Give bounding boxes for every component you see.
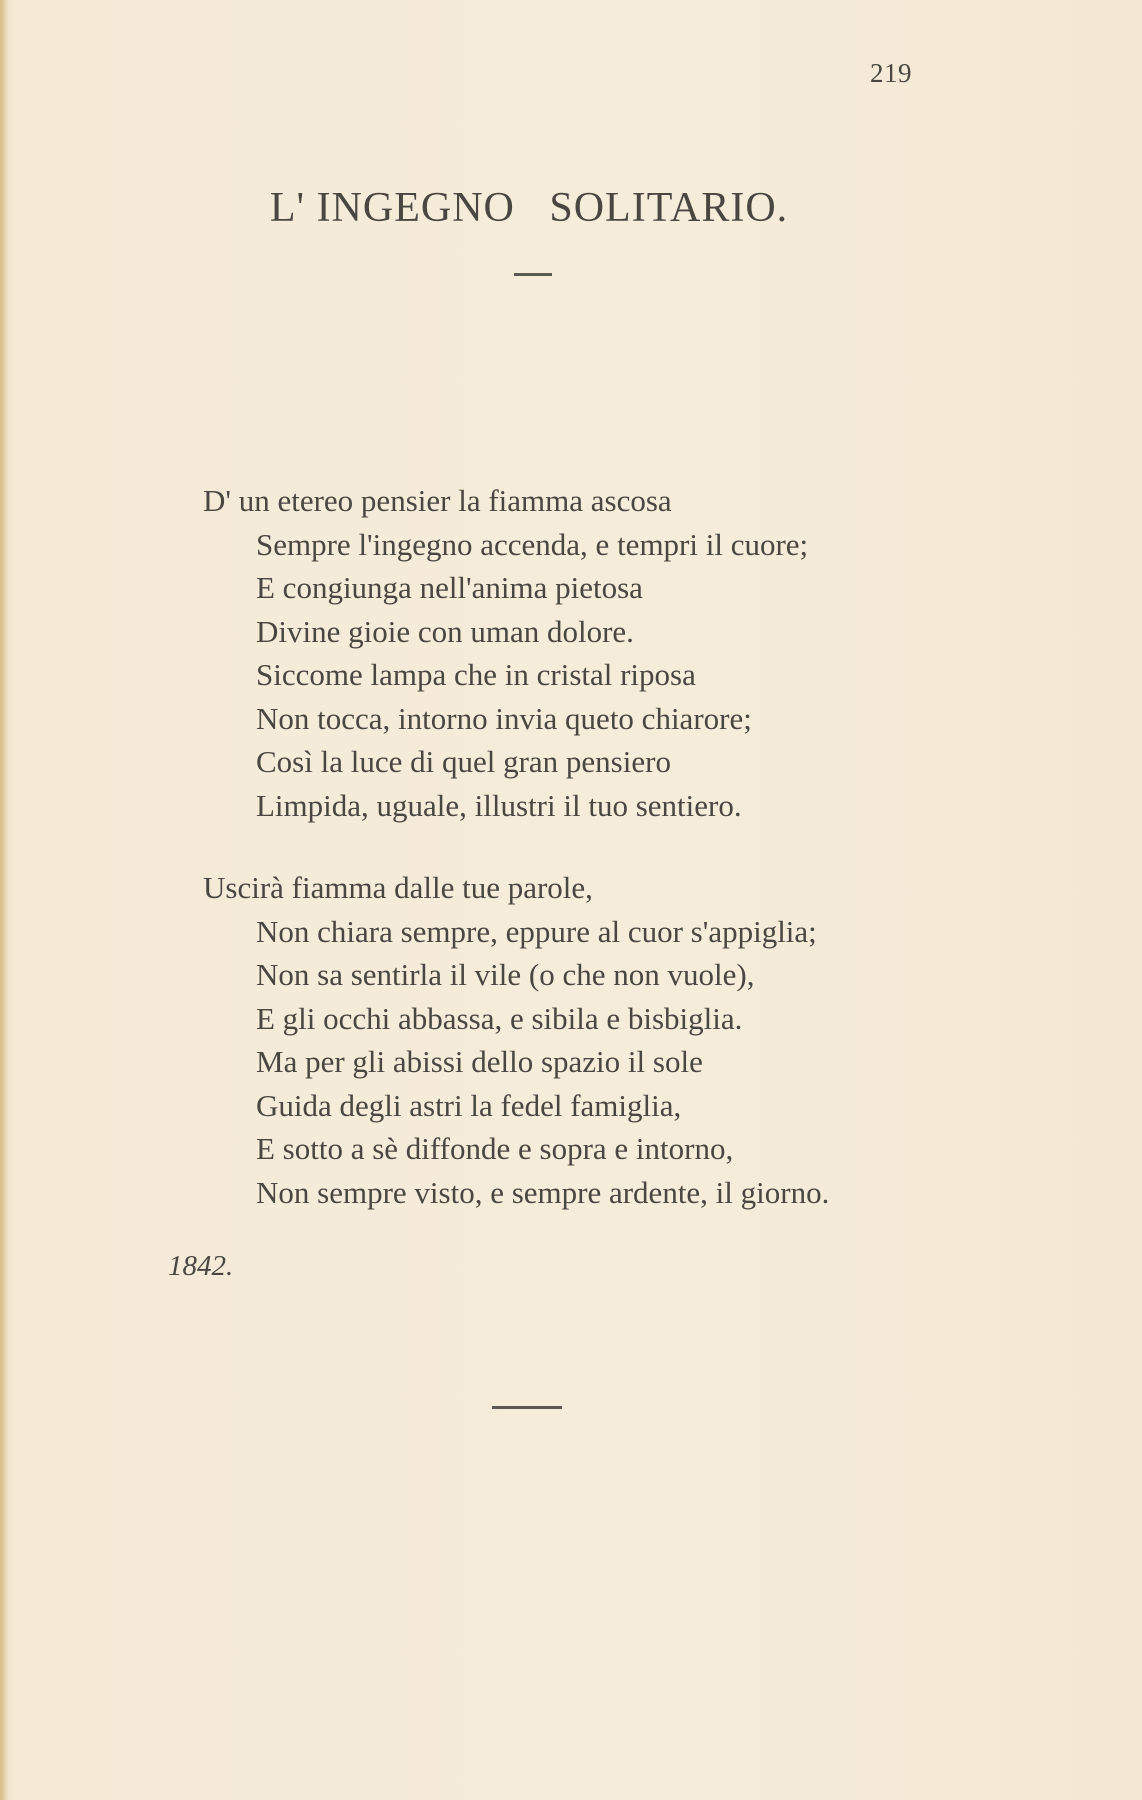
verse-line: Guida degli astri la fedel famiglia, [256,1087,682,1123]
page-number: 219 [870,58,912,88]
verse-line: Divine gioie con uman dolore. [256,613,634,649]
verse-line: Siccome lampa che in cristal riposa [256,657,696,692]
end-separator-rule [492,1406,562,1409]
verse-line: Non chiara sempre, eppure al cuor s'appiglia; [256,913,817,949]
stanza-1 [203,479,963,827]
verse-line: Non sempre visto, e sempre ardente, il giorno. [256,1174,830,1210]
verse-line: D' un etereo pensier la fiamma ascosa [203,483,672,518]
verse-line: Ma per gli abissi dello spazio il sole [256,1044,703,1079]
stanza-2 [203,866,963,1214]
verse-line: E sotto a sè diffonde e sopra e intorno, [256,1131,734,1166]
title-separator-rule [514,273,552,276]
verse-line: Non sa sentirla il vile (o che non vuole), [256,957,755,992]
verse-line: Limpida, uguale, illustri il tuo sentiero. [256,787,742,823]
page-edge-shadow [0,0,8,1800]
verse-line: Sempre l'ingegno accenda, e tempri il cuore; [256,526,809,562]
verse-line: E gli occhi abbassa, e sibila e bisbiglia. [256,1000,743,1036]
verse-line: E congiunga nell'anima pietosa [256,570,643,605]
poem-title: L' INGEGNO SOLITARIO. [269,185,789,231]
poem-date: 1842. [168,1250,234,1282]
verse-line: Così la luce di quel gran pensiero [256,744,671,779]
verse-line: Uscirà fiamma dalle tue parole, [203,870,593,905]
verse-line: Non tocca, intorno invia queto chiarore; [256,700,752,736]
